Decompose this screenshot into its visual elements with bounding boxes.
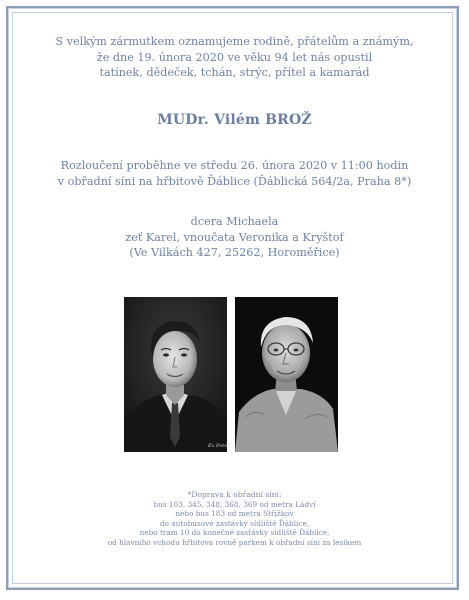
announcement-line: S velkým zármutkem oznamujeme rodině, přátelům a známým, bbox=[55, 35, 414, 48]
transport-info bbox=[0, 490, 469, 548]
portrait-young-image bbox=[124, 297, 227, 452]
transport-line: nebo tram 10 do konečné zastávky sídliště Ďáblice, bbox=[139, 528, 330, 538]
deceased-name: MUDr. Vilém BROŽ bbox=[157, 112, 312, 128]
family-line: dcera Michaela bbox=[190, 215, 279, 228]
photo-signature: Ex Fotó bbox=[208, 443, 227, 449]
announcement-line: že dne 19. února 2020 ve věku 94 let nás opustil bbox=[96, 50, 373, 64]
portrait-elderly-photo bbox=[235, 297, 338, 452]
portrait-elderly-image bbox=[235, 297, 338, 452]
transport-line: bus 103, 345, 348, 368, 369 od metra Ládví bbox=[153, 499, 316, 509]
funeral-line: Rozloučení proběhne ve středu 26. února 2020 v 11:00 hodin bbox=[60, 159, 409, 172]
announcement-line: tatínek, dědeček, tchán, strýc, přítel a kamarád bbox=[99, 66, 370, 79]
portrait-young-photo bbox=[124, 297, 227, 452]
transport-line: nebo bus 183 od metra Střížkov bbox=[175, 509, 294, 519]
transport-line: od hlavního vchodu hřbitova rovně parkem k obřadní síni za lesíkem bbox=[107, 537, 362, 547]
transport-line: do autobusové zastávky sídliště Ďáblice, bbox=[159, 518, 310, 528]
family-info bbox=[0, 214, 469, 261]
transport-title: *Doprava k obřadní síni: bbox=[187, 490, 282, 499]
family-line: zeť Karel, vnoučata Veronika a Kryštof bbox=[125, 230, 344, 244]
announcement bbox=[0, 34, 469, 81]
family-line: (Ve Vilkách 427, 25262, Horoměřice) bbox=[129, 246, 340, 259]
funeral-info bbox=[0, 158, 469, 189]
funeral-line: v obřadní síni na hřbitově Ďáblice (Ďáblická 564/2a, Praha 8*) bbox=[57, 174, 412, 188]
